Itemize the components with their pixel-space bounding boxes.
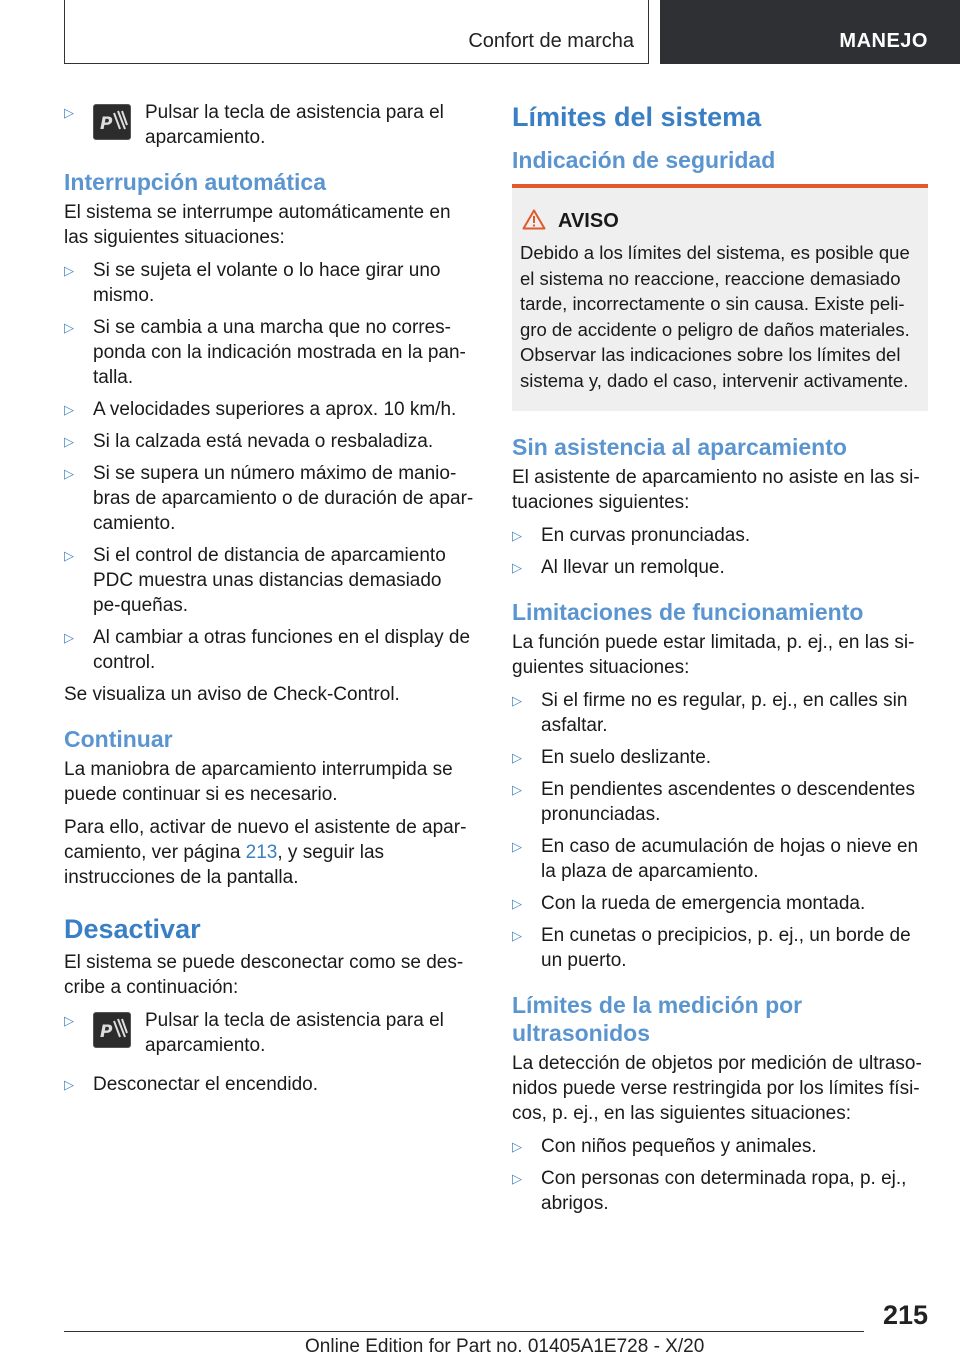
list-item-text: Si se supera un número máximo de manio‐bras de aparcamiento o de duración de apar‐camiento. [93, 463, 474, 534]
list-item-text: En suelo deslizante. [541, 747, 712, 768]
list-item-text: Si el firme no es regular, p. ej., en calles sin asfaltar. [541, 690, 908, 736]
list-item [64, 100, 474, 150]
list-item [512, 745, 928, 770]
list-item [64, 1008, 474, 1058]
park-assist-button-icon [93, 1012, 131, 1048]
warning-triangle-icon [522, 209, 546, 230]
continue-instructions-pre: Para ello, activar de nuevo el asistente de apar‐camiento, ver página [64, 817, 467, 863]
triangle-bullet-icon: ▷ [512, 1171, 522, 1186]
list-item [512, 1166, 928, 1216]
triangle-bullet-icon: ▷ [512, 528, 522, 543]
warning-label: AVISO [558, 210, 619, 232]
list-item [64, 429, 474, 454]
deactivate-text: El sistema se puede desconectar como se des‐cribe a continuación: [64, 952, 464, 998]
interrupt-text: El sistema se interrumpe automáticamente en las siguientes situaciones: [64, 202, 451, 248]
list-item [64, 543, 474, 618]
list-item [512, 891, 928, 916]
triangle-bullet-icon: ▷ [512, 928, 522, 943]
interrupt-list [64, 258, 474, 675]
ultrasonic-list [512, 1134, 928, 1216]
list-item [512, 834, 928, 884]
list-item-text: Si se sujeta el volante o lo hace girar uno mismo. [93, 260, 441, 306]
list-item-text: Si se cambia a una marcha que no corres‐ponda con la indicación mostrada en la pan‐talla. [93, 317, 466, 388]
section-title: Confort de marcha [468, 30, 634, 52]
list-item-text: Con la rueda de emergencia montada. [541, 893, 866, 914]
triangle-bullet-icon: ▷ [64, 263, 74, 278]
triangle-bullet-icon: ▷ [512, 1139, 522, 1154]
triangle-bullet-icon: ▷ [64, 402, 74, 417]
continue-text: La maniobra de aparcamiento interrumpida se puede continuar si es necesario. [64, 759, 453, 805]
triangle-bullet-icon: ▷ [64, 434, 74, 449]
list-item [512, 688, 928, 738]
triangle-bullet-icon: ▷ [64, 630, 74, 645]
list-item-text: En curvas pronunciadas. [541, 525, 751, 546]
left-column [64, 100, 474, 1104]
no-assist-heading: Sin asistencia al aparcamiento [512, 434, 847, 460]
footer-edition: Online Edition for Part no. 01405A1E728 - X/20 [305, 1336, 705, 1357]
page-reference-link[interactable]: 213 [245, 842, 278, 863]
list-item [512, 923, 928, 973]
no-assist-list [512, 523, 928, 580]
list-item-text: Pulsar la tecla de asistencia para el aparcamiento. [145, 1010, 444, 1056]
list-item [512, 1134, 928, 1159]
list-item [64, 461, 474, 536]
svg-text:P: P [100, 1022, 113, 1042]
list-item-text: Desconectar el encendido. [93, 1074, 318, 1095]
triangle-bullet-icon: ▷ [512, 750, 522, 765]
page-number: 215 [882, 1300, 928, 1330]
ultrasonic-heading: Límites de la medición por ultrasonidos [512, 992, 803, 1046]
footer-divider [64, 1331, 864, 1332]
limitations-list [512, 688, 928, 973]
interrupt-heading: Interrupción automática [64, 169, 326, 195]
triangle-bullet-icon: ▷ [64, 1077, 74, 1092]
list-item [64, 625, 474, 675]
list-item [64, 1072, 474, 1097]
triangle-bullet-icon: ▷ [512, 839, 522, 854]
continue-heading: Continuar [64, 726, 173, 752]
list-item-text: Si la calzada está nevada o resbaladiza. [93, 431, 434, 452]
no-assist-text: El asistente de aparcamiento no asiste en las si‐tuaciones siguientes: [512, 467, 920, 513]
triangle-bullet-icon: ▷ [64, 105, 74, 120]
triangle-bullet-icon: ▷ [64, 1013, 74, 1028]
warning-header [520, 208, 920, 234]
limitations-text: La función puede estar limitada, p. ej., en las si‐guientes situaciones: [512, 632, 915, 678]
warning-text: Debido a los límites del sistema, es posible que el sistema no reaccione, reaccione demasiado tarde, incorrectamente o sin causa. Existe peli‐gro de accidente o peligro de daños materiales. Observar las indicaciones sobre los límites del sistema y, dado el caso, intervenir activamente. [520, 242, 910, 391]
ultrasonic-text: La detección de objetos por medición de ultraso‐nidos puede verse restringida por los límites físi‐cos, p. ej., en las siguientes situaciones: [512, 1053, 922, 1124]
chapter-title: MANEJO [839, 30, 928, 52]
list-item [512, 555, 928, 580]
continue-instructions-post: , y seguir las instrucciones de la pantalla. [64, 842, 385, 888]
park-assist-button-icon [93, 104, 131, 140]
check-control-note: Se visualiza un aviso de Check-Control. [64, 684, 400, 705]
list-item [512, 523, 928, 548]
list-item-text: Con niños pequeños y animales. [541, 1136, 817, 1157]
limitations-heading: Limitaciones de funcionamiento [512, 599, 864, 625]
triangle-bullet-icon: ▷ [512, 693, 522, 708]
list-item-text: En caso de acumulación de hojas o nieve en la plaza de aparcamiento. [541, 836, 919, 882]
list-item [64, 315, 474, 390]
list-item-text: En pendientes ascendentes o descendentes pronunciadas. [541, 779, 915, 825]
warning-box [512, 184, 928, 411]
list-item-text: A velocidades superiores a aprox. 10 km/h. [93, 399, 457, 420]
list-item [64, 258, 474, 308]
continue-instructions [64, 815, 474, 890]
triangle-bullet-icon: ▷ [512, 896, 522, 911]
intro-list [64, 100, 474, 150]
triangle-bullet-icon: ▷ [64, 466, 74, 481]
list-item-text: Pulsar la tecla de asistencia para el aparcamiento. [145, 102, 444, 148]
header-chapter-tab [660, 0, 960, 64]
safety-heading: Indicación de seguridad [512, 147, 776, 173]
list-item [512, 777, 928, 827]
list-item [64, 397, 474, 422]
deactivate-list [64, 1008, 474, 1097]
svg-text:P: P [100, 114, 113, 134]
triangle-bullet-icon: ▷ [64, 548, 74, 563]
list-item-text: Con personas con determinada ropa, p. ej., abrigos. [541, 1168, 907, 1214]
list-item-text: En cunetas o precipicios, p. ej., un borde de un puerto. [541, 925, 911, 971]
triangle-bullet-icon: ▷ [512, 782, 522, 797]
triangle-bullet-icon: ▷ [512, 560, 522, 575]
page-title: Límites del sistema [512, 102, 762, 132]
list-item-text: Al cambiar a otras funciones en el display de control. [93, 627, 471, 673]
right-column [512, 100, 928, 1223]
list-item-text: Si el control de distancia de aparcamiento PDC muestra unas distancias demasiado pe‐queñas. [93, 545, 446, 616]
deactivate-heading: Desactivar [64, 914, 201, 944]
header-section-tab [64, 0, 649, 64]
triangle-bullet-icon: ▷ [64, 320, 74, 335]
list-item-text: Al llevar un remolque. [541, 557, 725, 578]
